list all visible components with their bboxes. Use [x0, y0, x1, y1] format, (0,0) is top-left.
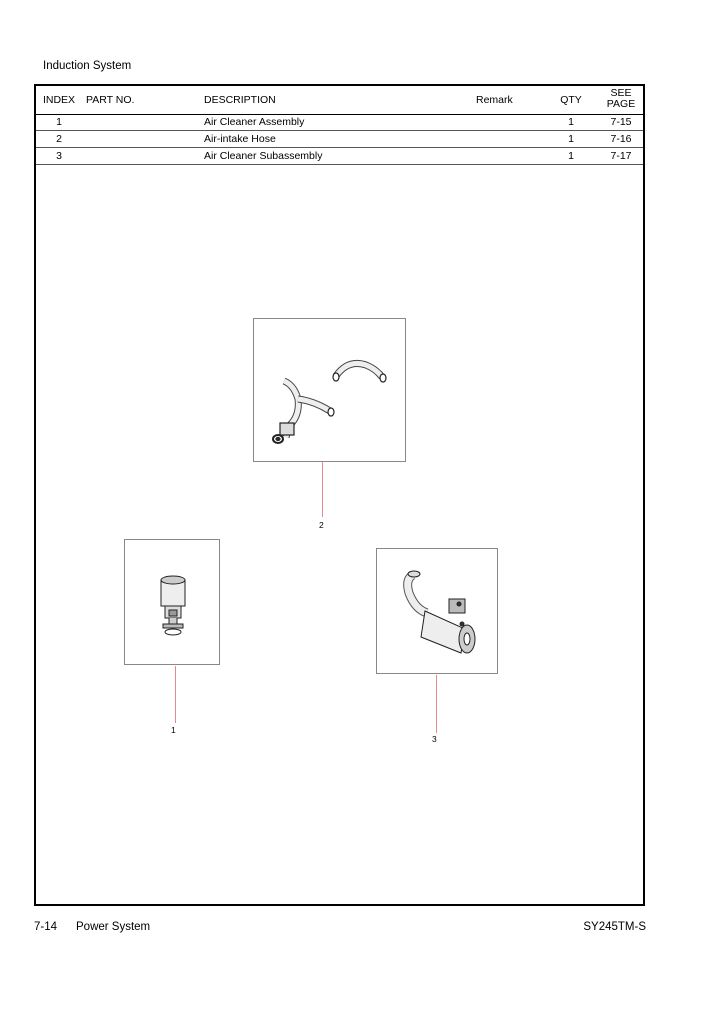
callout-label: 1 [171, 725, 176, 735]
illustration-air-cleaner-assembly[interactable] [124, 539, 220, 665]
row-index: 1 [56, 116, 62, 128]
air-intake-hose-drawing [254, 319, 405, 461]
leader-line [436, 675, 437, 733]
parts-frame [34, 84, 645, 906]
row-description: Air-intake Hose [204, 133, 276, 145]
callout-label: 2 [319, 520, 324, 530]
header-qty: QTY [560, 94, 582, 106]
section-title: Induction System [43, 60, 132, 72]
table-row [36, 148, 643, 165]
row-index: 3 [56, 150, 62, 162]
air-cleaner-subassembly-drawing [377, 549, 497, 673]
row-qty: 1 [568, 116, 574, 128]
illustration-air-cleaner-subassembly[interactable] [376, 548, 498, 674]
row-see-page[interactable]: 7-17 [610, 150, 632, 162]
header-index: INDEX [42, 94, 76, 106]
leader-line [175, 666, 176, 723]
header-see-page [602, 88, 640, 110]
leader-line [322, 462, 323, 517]
header-remark: Remark [476, 94, 513, 106]
header-see-line2: PAGE [606, 98, 636, 110]
footer-model: SY245TM-S [583, 921, 646, 933]
row-index: 2 [56, 133, 62, 145]
footer-chapter: Power System [76, 921, 151, 933]
row-see-page[interactable]: 7-16 [610, 133, 632, 145]
row-description: Air Cleaner Assembly [204, 116, 305, 128]
air-cleaner-assembly-drawing [125, 540, 219, 664]
row-description: Air Cleaner Subassembly [204, 150, 323, 162]
table-row [36, 131, 643, 148]
row-qty: 1 [568, 150, 574, 162]
row-qty: 1 [568, 133, 574, 145]
callout-label: 3 [432, 734, 437, 744]
footer-page-number: 7-14 [34, 921, 58, 933]
header-description: DESCRIPTION [204, 94, 276, 106]
table-header [36, 86, 643, 115]
header-see-line1: SEE [610, 87, 632, 99]
illustration-air-intake-hose[interactable] [253, 318, 406, 462]
header-part-no: PART NO. [86, 94, 135, 106]
table-row [36, 114, 643, 131]
row-see-page[interactable]: 7-15 [610, 116, 632, 128]
